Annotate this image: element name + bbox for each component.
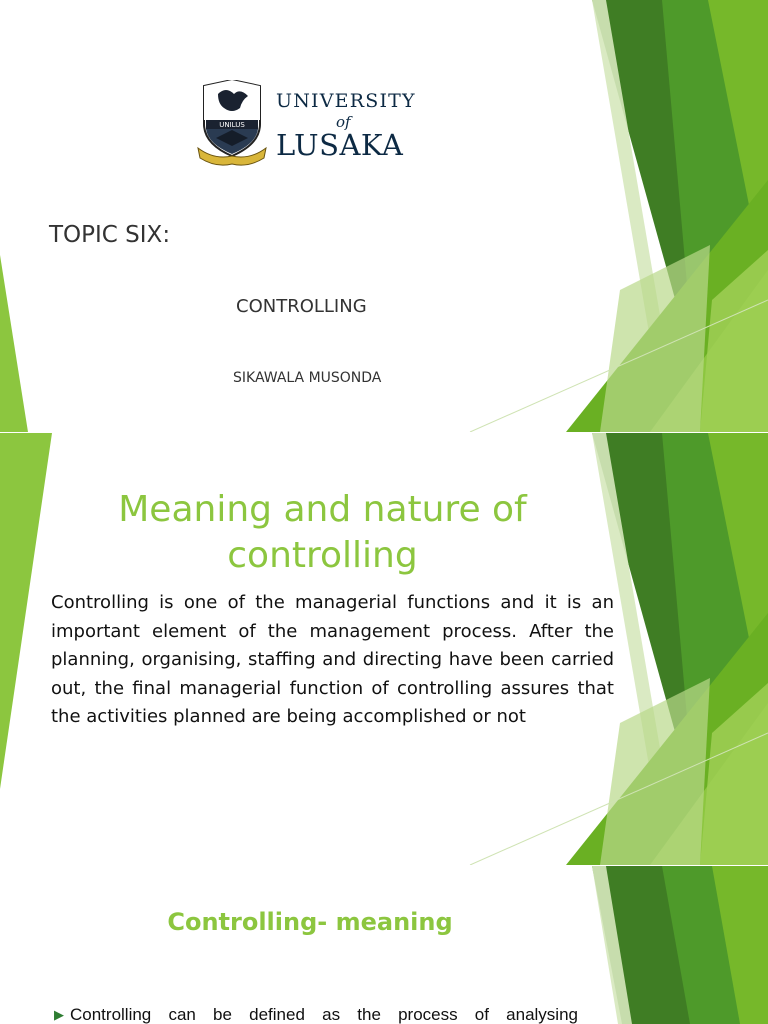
slide-body-text: Controlling is one of the managerial functions and it is an important element of the management process. After the planning, organising, staffing and directing have been carried out, the final managerial function of controlling assures that the activities planned are being accomplished or not	[51, 592, 614, 728]
slide-heading: Controlling- meaning	[167, 908, 453, 936]
logo-university-text: UNIVERSITY	[276, 90, 416, 112]
slide-heading: Meaning and nature of controlling	[118, 489, 527, 576]
crest-label: UNILUS	[219, 121, 245, 129]
green-facet-decoration	[0, 0, 768, 432]
logo-of-text: of	[336, 113, 351, 131]
triangle-bullet-icon: ▶	[54, 1007, 64, 1022]
slide-1	[0, 0, 768, 432]
bullet-text: Controlling can be defined as the process of analysing	[70, 1005, 578, 1024]
green-facet-decoration	[0, 866, 768, 1024]
slide-3	[0, 866, 768, 1024]
topic-title: TOPIC SIX:	[49, 222, 171, 248]
author-name: SIKAWALA MUSONDA	[233, 370, 382, 386]
crest-icon	[196, 80, 268, 166]
logo-lusaka-text: LUSAKA	[276, 128, 404, 162]
slide-subtitle: CONTROLLING	[236, 296, 367, 317]
bullet-item	[54, 1002, 578, 1024]
slide-2	[0, 433, 768, 865]
university-logo	[196, 80, 426, 166]
